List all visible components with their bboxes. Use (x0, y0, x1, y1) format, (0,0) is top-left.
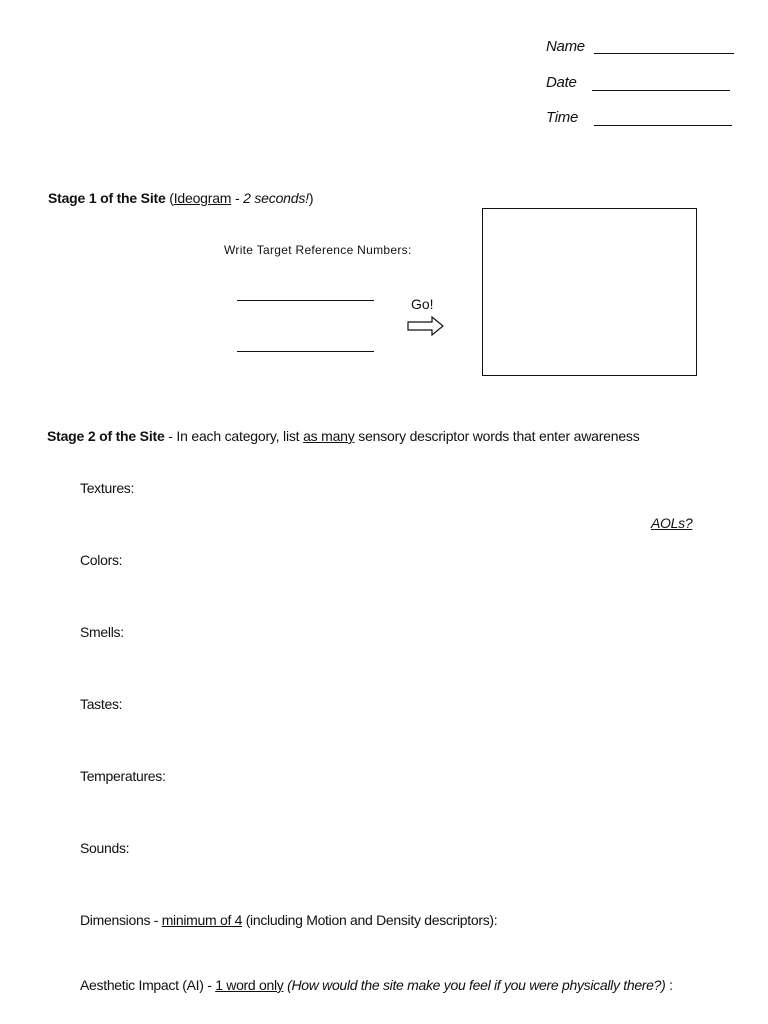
dimensions-minimum: minimum of 4 (161, 912, 243, 928)
right-arrow-icon (407, 316, 445, 336)
aesthetic-post: : (665, 977, 673, 993)
aesthetic-question: (How would the site make you feel if you were physically there?) (287, 977, 666, 993)
stage1-title: Stage 1 of the Site (48, 190, 166, 206)
stage1-duration: 2 seconds! (243, 190, 309, 206)
target-reference-instruction: Write Target Reference Numbers: (224, 243, 412, 257)
stage1-close-paren: ) (308, 190, 314, 206)
stage2-desc-pre: - In each category, list (164, 428, 304, 444)
category-temperatures: Temperatures: (80, 768, 166, 784)
category-sounds: Sounds: (80, 840, 130, 856)
name-field-line[interactable] (594, 53, 734, 54)
target-reference-line-1[interactable] (237, 300, 374, 301)
category-textures: Textures: (80, 480, 135, 496)
date-field-line[interactable] (592, 90, 730, 91)
category-smells: Smells: (80, 624, 124, 640)
aols-label: AOLs? (651, 515, 693, 531)
stage1-dash: - (231, 190, 244, 206)
dimensions-pre: Dimensions - (80, 912, 162, 928)
category-colors: Colors: (80, 552, 123, 568)
time-label: Time (546, 109, 579, 126)
stage1-ideogram: Ideogram (173, 190, 232, 206)
stage2-as-many: as many (303, 428, 355, 444)
name-label: Name (546, 38, 585, 55)
aesthetic-pre: Aesthetic Impact (AI) - (80, 977, 216, 993)
category-tastes: Tastes: (80, 696, 123, 712)
stage1-heading (48, 190, 313, 206)
category-aesthetic-impact (80, 977, 673, 993)
aesthetic-one-word: 1 word only (215, 977, 284, 993)
time-field-line[interactable] (594, 125, 732, 126)
stage1-open-paren: ( (165, 190, 174, 206)
stage2-desc-post: sensory descriptor words that enter awareness (354, 428, 640, 444)
go-label: Go! (411, 296, 434, 312)
stage2-title: Stage 2 of the Site (47, 428, 165, 444)
ideogram-box[interactable] (482, 208, 697, 376)
stage2-heading (47, 428, 640, 444)
dimensions-post: (including Motion and Density descriptors): (242, 912, 498, 928)
category-dimensions (80, 912, 497, 928)
target-reference-line-2[interactable] (237, 351, 374, 352)
date-label: Date (546, 74, 577, 91)
